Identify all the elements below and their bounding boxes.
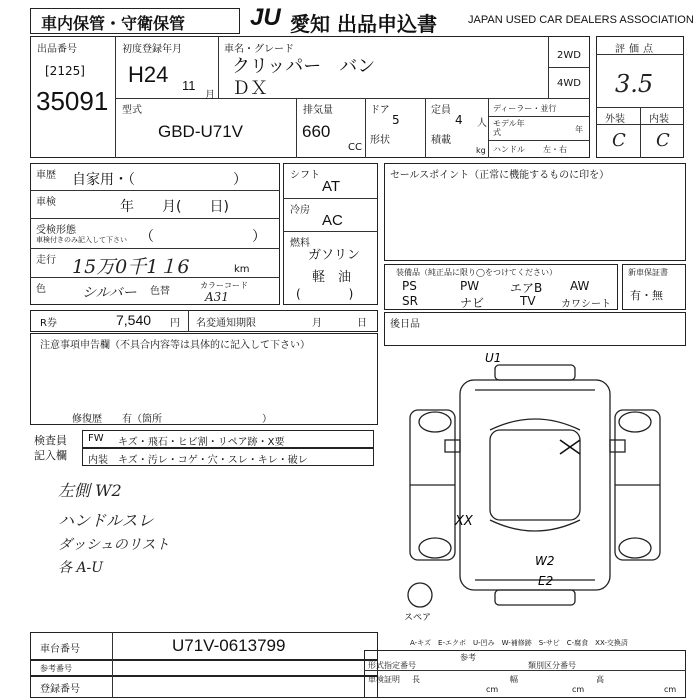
color-code-label: カラーコード [200,281,248,290]
displacement-unit: CC [348,142,362,153]
reference-label: 参考番号 [40,664,72,673]
color-code-value: A31 [205,290,229,304]
equip-tv: TV [520,294,536,308]
warranty-options: 有・無 [630,289,663,302]
mileage-label: 走行 [36,255,56,266]
color-label: 色 [36,284,46,295]
height-label: 高 [596,675,604,684]
ref-label: 参考 [460,653,476,662]
sales-point-label: セールスポイント（正常に機能するものに印を） [390,170,610,181]
shift-value: AT [322,178,341,195]
recycle-label: R券 [40,318,57,329]
reference-row [30,660,378,676]
fuel-diesel: 軽 油 [312,270,352,285]
lot-number: 35091 [36,86,109,116]
spare-label: スペア [404,613,432,623]
receive-value: （ ） [140,229,266,245]
mileage-value: 15万0千1１6 [72,256,190,278]
color-value: シルバー [82,285,137,301]
receive-note: 車検付きのみ記入して下さい [36,236,127,244]
plate-label: 登録番号 [40,684,80,695]
shift-label: シフト [290,170,320,181]
load-unit: kg [476,146,486,155]
capacity-label: 定員 [431,105,451,116]
handwritten-note-2: ハンドルスレ [58,511,154,530]
reg-era-year: H24 [128,62,169,87]
ac-value: AC [322,212,343,229]
recycle-yen: 円 [170,318,180,329]
reg-month-unit: 月 [205,90,215,101]
fuel-gasoline: ガソリン [308,248,361,263]
drive-4wd: 4WD [557,78,581,89]
int-score: C [656,130,670,151]
dealer-label: ディーラー・並行 [493,104,557,113]
equip-pw: PW [460,279,480,293]
equip-leather: カワシート [561,299,611,310]
inspector-fw-items: キズ・飛石・ヒビ割・リペア跡・X要 [118,437,285,448]
mark-w2: W2 [535,554,555,568]
certified-label: 形式指定番号 [368,661,416,670]
inspection-label: 車検 [36,197,56,208]
mileage-unit: km [234,264,250,275]
form-title: 愛知 出品申込書 [290,12,437,36]
mark-u1: U1 [485,351,502,365]
inspector-label: 検査員記入欄 [34,434,67,462]
handwritten-note-3: ダッシュのリスト [58,537,170,553]
doors-value: 5 [392,113,400,127]
notes-label: 注意事項申告欄（不具合内容等は具体的に記入して下さい） [40,340,310,351]
fuel-other: ( ) [296,287,354,301]
ju-logo: JU [250,4,281,31]
warranty-label: 新車保証書 [628,268,668,277]
width-label: 幅 [510,675,518,684]
handle-options: 左・右 [543,145,567,154]
lot-bracket-number: [2125] [45,64,85,78]
notice-day: 日 [357,318,367,329]
reg-month: 11 [182,78,196,93]
ac-label: 冷房 [290,205,310,216]
drive-2wd: 2WD [557,50,581,61]
car-grade: ＤＸ [232,78,268,99]
storage-title: 車内保管・守衛保管 [41,14,186,33]
score-label: 評価点 [615,44,657,55]
model-year-unit: 年 [575,125,583,134]
equip-airbag: エアB [510,281,543,295]
equip-navi: ナビ [460,296,485,310]
capacity-unit: 人 [477,118,487,129]
load-label: 積載 [431,135,451,146]
width-cm: cm [572,685,585,694]
storage-title-box [30,8,240,34]
doors-label: ドア [370,105,390,116]
ext-score: C [612,130,626,151]
chassis-label: 車台番号 [40,644,80,655]
later-items-label: 後日品 [390,319,420,330]
receive-label: 受検形態 [36,225,76,236]
model-label: 型式 [122,105,142,116]
capacity-value: 4 [455,113,463,127]
form-subtitle: JAPAN USED CAR DEALERS ASSOCIATION [468,14,694,26]
repair-close: ） [262,414,272,425]
repair-value: 有（箇所 [122,414,162,425]
handwritten-note-4: 各 A-U [58,560,104,576]
length-label: 長 [412,675,420,684]
inspection-value: 年 月( 日) [120,199,229,215]
mark-x: X [550,450,551,451]
equip-aw: AW [570,279,590,293]
history-value: 自家用・（ ） [72,172,247,188]
displacement-value: 660 [302,122,331,141]
type-class-label: 類別区分番号 [528,661,576,670]
history-label: 車歴 [36,170,56,181]
length-cm: cm [486,685,499,694]
later-items-box [384,312,686,346]
repair-label: 修復歴 [72,414,102,425]
handwritten-note-1: 左側 W2 [58,481,122,500]
ext-label: 外装 [605,114,625,125]
color-change-label: 色替 [150,286,170,297]
mark-e2: E2 [538,574,554,588]
reg-cert-label: 車検証明 [368,675,400,684]
equipment-label: 装備品（純正品に限り◯をつけてください） [396,268,557,277]
car-name-label: 車名・グレード [224,44,294,55]
plate-row [30,676,378,698]
chassis-number: U71V-0613799 [172,636,286,655]
model-year-label: モデル年式 [493,119,525,137]
handle-label: ハンドル [493,145,525,154]
height-cm: cm [664,685,677,694]
model-code: GBD-U71V [158,122,244,141]
mark-xx: XX [455,514,473,529]
inspector-interior-items: キズ・汚レ・コゲ・穴・スレ・キレ・破レ [118,455,308,466]
displacement-label: 排気量 [303,105,333,116]
car-name: クリッパー バン [232,56,376,77]
damage-legend: A-キズ E-エクボ U-凹み W-補修跡 S-サビ C-腐食 XX-交換済 [410,639,628,647]
int-label: 内装 [649,114,669,125]
car-damage-diagram [390,350,690,630]
notice-label: 名変通知期限 [196,318,256,329]
lot-label: 出品番号 [37,44,77,55]
fuel-label: 燃料 [290,238,310,249]
inspector-fw-label: FW [88,433,104,444]
inspector-interior-label: 内装 [88,455,108,466]
equip-ps: PS [402,279,417,293]
recycle-amount: 7,540 [116,312,152,328]
score-value: 3.5 [615,70,654,98]
first-reg-label: 初度登録年月 [122,44,182,55]
notice-month: 月 [312,318,322,329]
equip-sr: SR [402,294,418,308]
shape-label: 形状 [370,135,390,146]
